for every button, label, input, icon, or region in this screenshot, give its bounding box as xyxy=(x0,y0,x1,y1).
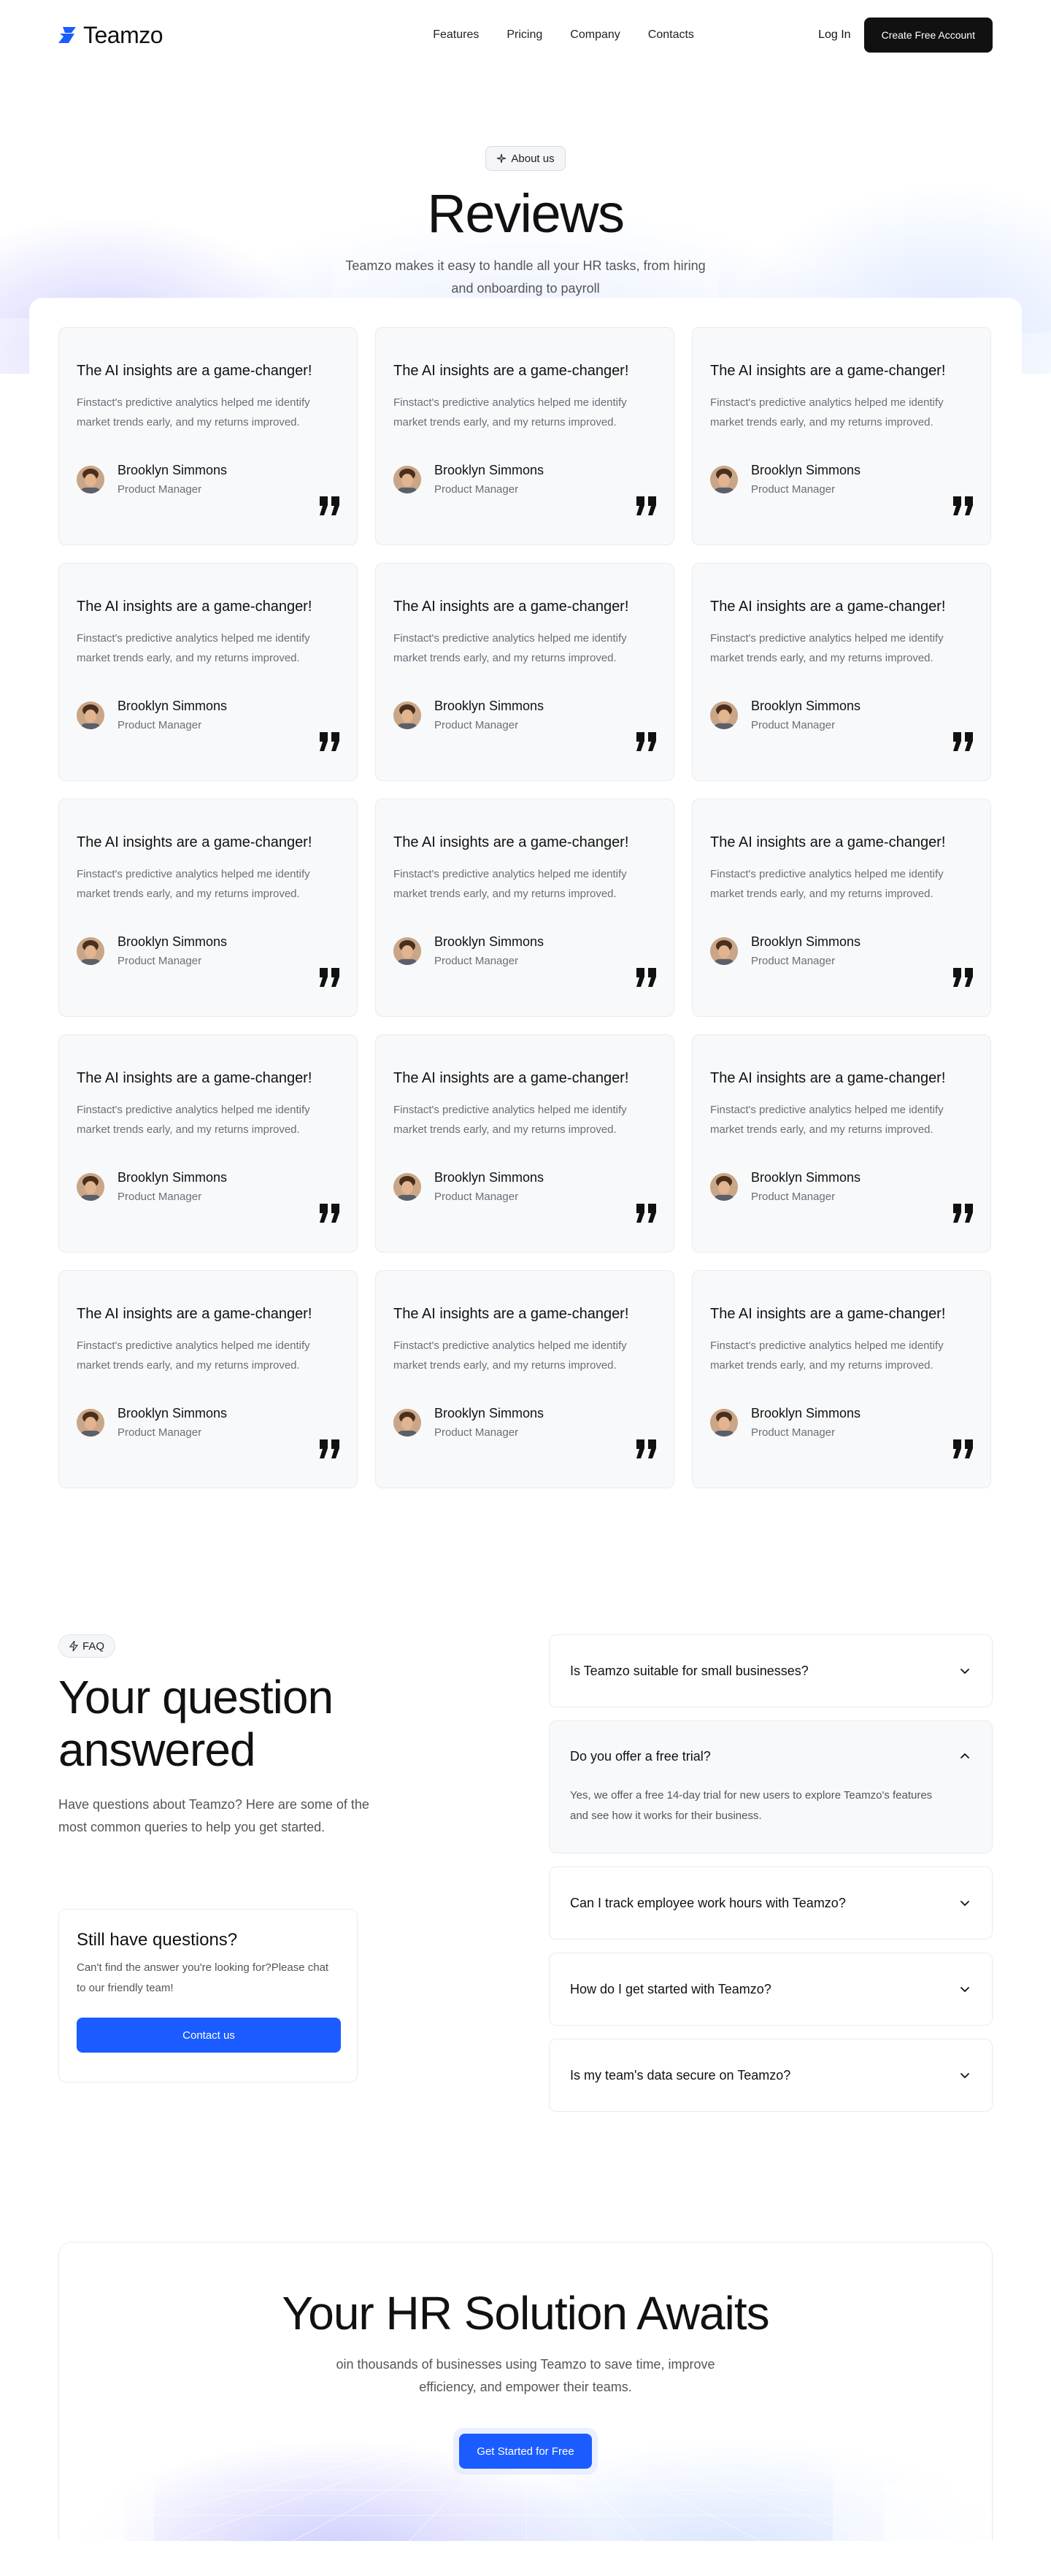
review-title: The AI insights are a game-changer! xyxy=(393,1070,629,1086)
cta-section xyxy=(58,2242,993,2541)
quote-icon xyxy=(319,1439,341,1458)
review-author xyxy=(710,934,973,967)
faq-question-row[interactable] xyxy=(570,1721,971,1791)
brand-logo[interactable] xyxy=(58,22,163,49)
avatar xyxy=(393,1173,421,1201)
author-name: Brooklyn Simmons xyxy=(434,934,544,949)
chevron-down-icon[interactable] xyxy=(958,1896,971,1910)
author-role: Product Manager xyxy=(118,483,202,496)
faq-title-line1: Your question xyxy=(58,1671,334,1723)
review-body: Finstact's predictive analytics helped me identify market trends early, and my returns improved. xyxy=(393,396,627,428)
author-name: Brooklyn Simmons xyxy=(118,1406,228,1420)
avatar xyxy=(710,466,738,493)
review-author xyxy=(77,934,339,967)
quote-icon xyxy=(319,496,341,515)
review-body: Finstact's predictive analytics helped me identify market trends early, and my returns improved. xyxy=(393,632,627,664)
avatar xyxy=(77,701,104,729)
review-author xyxy=(710,1406,973,1439)
faq-question-row[interactable] xyxy=(570,1635,971,1707)
reviews-section xyxy=(29,298,1022,1503)
brand-name: Teamzo xyxy=(83,21,163,48)
faq-section xyxy=(0,1503,1051,2125)
author-name: Brooklyn Simmons xyxy=(434,699,544,713)
faq-item[interactable] xyxy=(549,2039,993,2112)
review-title: The AI insights are a game-changer! xyxy=(710,363,946,379)
review-card xyxy=(692,1270,991,1488)
faq-question-row[interactable] xyxy=(570,1867,971,1939)
review-body: Finstact's predictive analytics helped me identify market trends early, and my returns improved. xyxy=(77,1339,310,1372)
quote-icon xyxy=(636,968,658,987)
hero-subtitle: Teamzo makes it easy to handle all your HR tasks, from hiring and onboarding to payroll xyxy=(345,258,706,296)
avatar xyxy=(77,1173,104,1201)
review-author xyxy=(393,1406,656,1439)
author-role: Product Manager xyxy=(434,719,519,731)
author-role: Product Manager xyxy=(751,483,836,496)
review-title: The AI insights are a game-changer! xyxy=(710,1070,946,1086)
nav-link-features[interactable]: Features xyxy=(433,28,480,41)
reviews-grid xyxy=(58,327,993,1488)
help-title: Still have questions? xyxy=(77,1930,238,1950)
review-title: The AI insights are a game-changer! xyxy=(77,599,312,615)
avatar xyxy=(77,1409,104,1437)
review-card xyxy=(375,1034,674,1253)
about-badge-label: About us xyxy=(511,152,555,165)
faq-title xyxy=(58,1671,380,1776)
review-title: The AI insights are a game-changer! xyxy=(77,1070,312,1086)
faq-intro xyxy=(58,1634,380,2125)
review-author xyxy=(77,463,339,496)
review-title: The AI insights are a game-changer! xyxy=(710,599,946,615)
author-role: Product Manager xyxy=(118,1426,202,1439)
review-author xyxy=(710,1170,973,1203)
contact-us-button[interactable]: Contact us xyxy=(77,2018,341,2053)
review-card xyxy=(375,327,674,545)
review-card xyxy=(375,799,674,1017)
create-account-button[interactable]: Create Free Account xyxy=(864,18,993,53)
cta-subtitle: oin thousands of businesses using Teamzo to save time, improve efficiency, and empower their teams. xyxy=(336,2357,715,2394)
review-author xyxy=(393,934,656,967)
author-role: Product Manager xyxy=(118,719,202,731)
author-role: Product Manager xyxy=(751,719,836,731)
faq-badge xyxy=(58,1634,115,1658)
avatar xyxy=(710,701,738,729)
author-name: Brooklyn Simmons xyxy=(751,699,861,713)
faq-question: How do I get started with Teamzo? xyxy=(570,1981,771,1996)
review-author xyxy=(77,699,339,731)
quote-icon xyxy=(636,732,658,751)
review-title: The AI insights are a game-changer! xyxy=(77,1306,312,1322)
chevron-down-icon[interactable] xyxy=(958,2069,971,2082)
cta-title: Your HR Solution Awaits xyxy=(282,2287,769,2339)
get-started-button[interactable]: Get Started for Free xyxy=(459,2434,591,2469)
quote-icon xyxy=(636,1204,658,1223)
help-card xyxy=(58,1909,358,2083)
author-name: Brooklyn Simmons xyxy=(118,934,228,949)
faq-lead: Have questions about Teamzo? Here are some of the most common queries to help you get started. xyxy=(58,1797,369,1834)
author-role: Product Manager xyxy=(751,1426,836,1439)
faq-question: Is Teamzo suitable for small businesses? xyxy=(570,1663,809,1678)
chevron-down-icon[interactable] xyxy=(958,1983,971,1996)
review-card xyxy=(692,799,991,1017)
review-title: The AI insights are a game-changer! xyxy=(393,363,629,379)
author-role: Product Manager xyxy=(751,1191,836,1203)
review-card xyxy=(58,327,358,545)
faq-question-row[interactable] xyxy=(570,2039,971,2111)
review-card xyxy=(58,799,358,1017)
author-name: Brooklyn Simmons xyxy=(434,463,544,477)
author-name: Brooklyn Simmons xyxy=(751,463,861,477)
review-body: Finstact's predictive analytics helped me identify market trends early, and my returns improved. xyxy=(77,868,310,900)
faq-question-row[interactable] xyxy=(570,1953,971,2025)
avatar xyxy=(77,937,104,965)
faq-badge-label: FAQ xyxy=(82,1639,105,1653)
quote-icon xyxy=(952,1439,974,1458)
avatar xyxy=(393,937,421,965)
nav-link-company[interactable]: Company xyxy=(570,28,620,41)
author-name: Brooklyn Simmons xyxy=(751,1406,861,1420)
review-card xyxy=(692,327,991,545)
review-body: Finstact's predictive analytics helped me identify market trends early, and my returns improved. xyxy=(710,632,944,664)
faq-list xyxy=(549,1634,993,2125)
review-body: Finstact's predictive analytics helped me identify market trends early, and my returns improved. xyxy=(77,1104,310,1136)
quote-icon xyxy=(952,1204,974,1223)
avatar xyxy=(710,937,738,965)
author-name: Brooklyn Simmons xyxy=(118,699,228,713)
author-name: Brooklyn Simmons xyxy=(434,1170,544,1185)
author-name: Brooklyn Simmons xyxy=(751,934,861,949)
avatar xyxy=(710,1409,738,1437)
quote-icon xyxy=(952,496,974,515)
avatar xyxy=(393,701,421,729)
review-title: The AI insights are a game-changer! xyxy=(77,834,312,850)
nav-link-pricing[interactable]: Pricing xyxy=(507,28,543,41)
author-role: Product Manager xyxy=(118,1191,202,1203)
sparkle-icon xyxy=(496,153,507,164)
author-name: Brooklyn Simmons xyxy=(118,1170,228,1185)
avatar xyxy=(77,466,104,493)
review-card xyxy=(58,563,358,781)
faq-item[interactable] xyxy=(549,1634,993,1707)
review-title: The AI insights are a game-changer! xyxy=(710,1306,946,1322)
author-role: Product Manager xyxy=(751,955,836,967)
review-card xyxy=(692,1034,991,1253)
faq-item[interactable] xyxy=(549,1866,993,1939)
about-badge xyxy=(485,146,565,171)
nav-link-contacts[interactable]: Contacts xyxy=(647,28,694,41)
author-name: Brooklyn Simmons xyxy=(434,1406,544,1420)
author-name: Brooklyn Simmons xyxy=(751,1170,861,1185)
review-title: The AI insights are a game-changer! xyxy=(393,1306,629,1322)
author-role: Product Manager xyxy=(118,955,202,967)
chevron-down-icon[interactable] xyxy=(958,1664,971,1677)
nav-actions xyxy=(818,18,993,53)
author-role: Product Manager xyxy=(434,1426,519,1439)
review-body: Finstact's predictive analytics helped me identify market trends early, and my returns improved. xyxy=(710,1104,944,1136)
review-author xyxy=(393,1170,656,1203)
avatar xyxy=(393,1409,421,1437)
quote-icon xyxy=(319,1204,341,1223)
quote-icon xyxy=(319,968,341,987)
login-link[interactable]: Log In xyxy=(818,28,851,41)
quote-icon xyxy=(952,968,974,987)
faq-answer: Yes, we offer a free 14-day trial for new users to explore Teamzo's features and see how it works for their business. xyxy=(570,1789,933,1822)
review-body: Finstact's predictive analytics helped me identify market trends early, and my returns improved. xyxy=(710,396,944,428)
chevron-up-icon[interactable] xyxy=(958,1750,971,1763)
page-title: Reviews xyxy=(427,183,624,244)
review-author xyxy=(710,463,973,496)
nav-links xyxy=(433,28,694,42)
review-title: The AI insights are a game-changer! xyxy=(393,599,629,615)
faq-question: Do you offer a free trial? xyxy=(570,1748,711,1764)
author-role: Product Manager xyxy=(434,483,519,496)
lightning-bolt-icon xyxy=(58,26,77,45)
avatar xyxy=(393,466,421,493)
faq-item[interactable] xyxy=(549,1953,993,2026)
review-body: Finstact's predictive analytics helped me identify market trends early, and my returns improved. xyxy=(393,868,627,900)
review-card xyxy=(375,1270,674,1488)
author-role: Product Manager xyxy=(434,955,519,967)
review-author xyxy=(77,1170,339,1203)
review-body: Finstact's predictive analytics helped me identify market trends early, and my returns improved. xyxy=(710,868,944,900)
review-card xyxy=(692,563,991,781)
review-author xyxy=(710,699,973,731)
author-role: Product Manager xyxy=(434,1191,519,1203)
author-name: Brooklyn Simmons xyxy=(118,463,228,477)
review-author xyxy=(77,1406,339,1439)
review-author xyxy=(393,463,656,496)
review-body: Finstact's predictive analytics helped me identify market trends early, and my returns improved. xyxy=(393,1339,627,1372)
review-title: The AI insights are a game-changer! xyxy=(710,834,946,850)
quote-icon xyxy=(319,732,341,751)
faq-question: Can I track employee work hours with Teamzo? xyxy=(570,1895,846,1910)
review-title: The AI insights are a game-changer! xyxy=(393,834,629,850)
review-author xyxy=(393,699,656,731)
review-body: Finstact's predictive analytics helped me identify market trends early, and my returns improved. xyxy=(710,1339,944,1372)
faq-question: Is my team's data secure on Teamzo? xyxy=(570,2067,791,2083)
review-body: Finstact's predictive analytics helped me identify market trends early, and my returns improved. xyxy=(77,396,310,428)
review-title: The AI insights are a game-changer! xyxy=(77,363,312,379)
review-card xyxy=(375,563,674,781)
quote-icon xyxy=(952,732,974,751)
avatar xyxy=(710,1173,738,1201)
review-card xyxy=(58,1034,358,1253)
review-body: Finstact's predictive analytics helped me identify market trends early, and my returns improved. xyxy=(393,1104,627,1136)
faq-item[interactable] xyxy=(549,1720,993,1853)
help-body: Can't find the answer you're looking for?Please chat to our friendly team! xyxy=(77,1961,329,1994)
review-body: Finstact's predictive analytics helped me identify market trends early, and my returns improved. xyxy=(77,632,310,664)
quote-icon xyxy=(636,496,658,515)
quote-icon xyxy=(636,1439,658,1458)
lightning-small-icon xyxy=(69,1641,78,1651)
review-card xyxy=(58,1270,358,1488)
top-nav xyxy=(0,0,1051,70)
faq-title-line2: answered xyxy=(58,1723,255,1776)
cta-button-wrap xyxy=(453,2428,597,2475)
